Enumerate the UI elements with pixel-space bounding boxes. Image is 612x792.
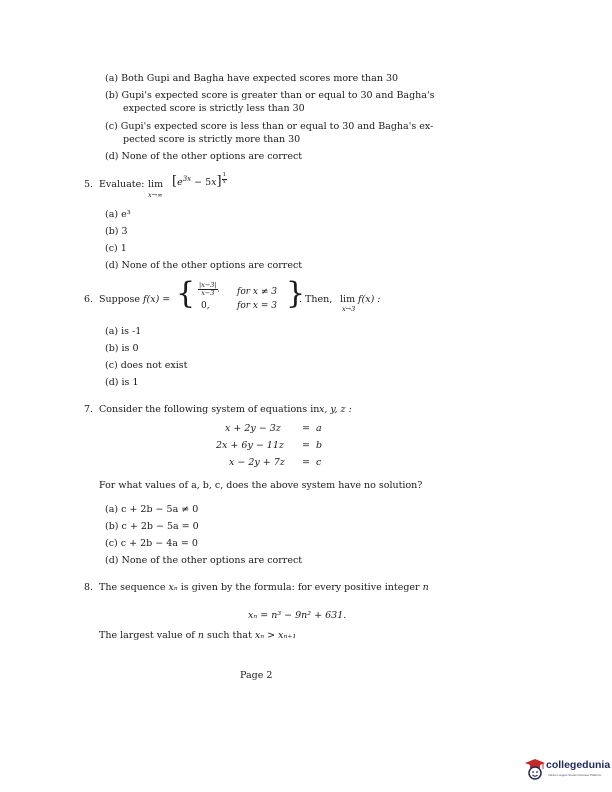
q5-lim-sub: x→∞ [148,191,163,199]
q5-lim: lim [148,179,164,190]
q5-option-a: (a) e³ [105,209,131,220]
q7-eq1-equals: = [302,423,310,434]
q8-question-n: n [197,630,204,641]
q7-eq3-equals: = [302,457,310,468]
q8-xn: xₙ [168,582,178,593]
q8-question-b: such that [207,630,252,641]
q6-case1-cond: for x ≠ 3 [237,287,277,297]
q4-option-b-line2: expected score is strictly less than 30 [123,103,305,114]
q6-case1-den: x−3 [201,288,215,297]
q7-eq2-rhs: b [316,440,323,451]
q6-lim-sub: x→3 [342,305,356,313]
q6-option-d: (d) is 1 [105,377,139,388]
q7-option-a: (a) c + 2b − 5a ≠ 0 [105,504,199,515]
q7-option-b: (b) c + 2b − 5a = 0 [105,521,199,532]
q4-option-d: (d) None of the other options are correct [105,151,303,162]
q7-eq2-equals: = [302,440,310,451]
q8-question-c: xₙ > xₙ₊₁ [254,630,297,641]
q4-option-a: (a) Both Gupi and Bagha have expected scores more than 30 [105,73,399,84]
q7-vars: x, y, z : [319,404,352,415]
q8-mid: is given by the formula: for every positive integer [180,582,420,593]
q7-option-c: (c) c + 2b − 4a = 0 [105,538,198,549]
q7-eq3-rhs: c [316,457,322,468]
q8-question [99,630,296,641]
q4-option-b-line1: (b) Gupi's expected score is greater than or equal to 30 and Bagha's [105,90,435,101]
q5-option-b: (b) 3 [105,226,128,237]
q6-case1-num: |x−3| [199,281,217,289]
q8-lead: The sequence [99,582,166,593]
q6-case2-val: 0, [201,301,210,311]
q6-lim-expr: f(x) : [358,294,381,305]
q8-question-a: The largest value of [99,630,195,641]
q6-case1-fraction: $\frac{|x-3|}{x-3}$ , [199,281,220,297]
q6-lead: Suppose [99,294,141,305]
q6-lim: lim [340,294,356,305]
collegedunia-logo [524,758,611,786]
q8-number: 8. [84,582,94,593]
q7-lead: Consider the following system of equations in [99,404,320,415]
q8-formula: xₙ = n³ − 9n² + 631. [248,610,347,621]
q5-number: 5. [84,179,94,190]
q6-f-of-x: f(x) = [143,294,171,305]
q6-case2-cond: for x = 3 [237,301,277,311]
q6-number: 6. [84,294,94,305]
q7-eq3-lhs: x − 2y + 7z [229,457,285,468]
page-number: Page 2 [240,670,273,681]
q6-option-b: (b) is 0 [105,343,139,354]
logo-tagline: India's Largest Student Review Platform [548,773,602,777]
q7-eq1-rhs: a [316,423,322,434]
q6-right-brace: } [286,276,306,311]
q7-question: For what values of a, b, c, does the above system have no solution? [99,480,423,491]
q8-n: n [422,582,429,593]
q5-option-d: (d) None of the other options are correct [105,260,303,271]
q6-then: . Then, [299,294,333,305]
q5-lead: Evaluate: [99,179,145,190]
q5-option-c: (c) 1 [105,243,127,254]
q7-number: 7. [84,404,94,415]
q6-left-brace: { [176,276,196,311]
q4-option-c-line1: (c) Gupi's expected score is less than or equal to 30 and Bagha's ex- [105,121,434,132]
q6-option-c: (c) does not exist [105,360,188,371]
graduate-cap-icon [524,758,546,784]
q7-eq1-lhs: x + 2y − 3z [225,423,281,434]
logo-name: collegedunia [546,759,611,771]
q4-option-c-line2: pected score is strictly more than 30 [123,134,301,145]
q8-line [99,582,429,593]
q7-option-d: (d) None of the other options are correct [105,555,303,566]
q6-option-a: (a) is -1 [105,326,142,337]
q7-eq2-lhs: 2x + 6y − 11z [216,440,284,451]
q5-expression: $[e^{3x} - 5x]$ $^{\frac{1}{x}}$ [172,172,227,190]
